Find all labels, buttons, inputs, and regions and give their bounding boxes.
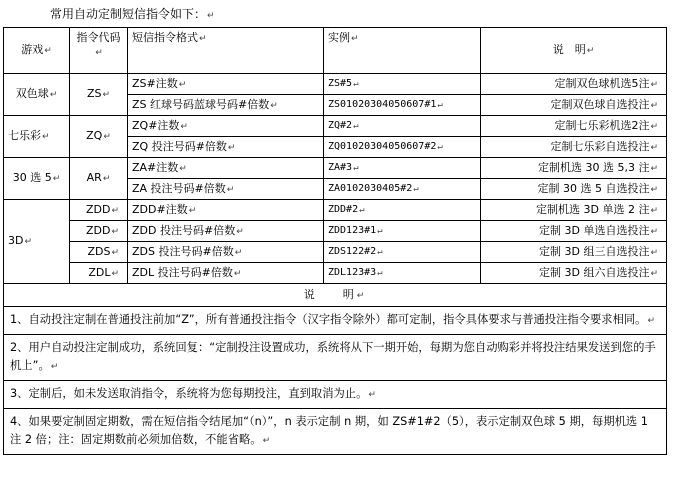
paragraph-mark-icon: ↵ <box>24 237 33 247</box>
intro-text: 常用自动定制短信指令如下：↵ <box>50 7 215 21</box>
header-description: 说 明↵ <box>481 28 667 74</box>
paragraph-mark-icon: ↵ <box>437 100 443 110</box>
paragraph-mark-icon: ↵ <box>353 79 359 89</box>
table-row <box>4 242 667 263</box>
table-row <box>4 263 667 284</box>
paragraph-mark-icon: ↵ <box>650 79 658 90</box>
note-row <box>4 335 667 381</box>
paragraph-mark-icon: ↵ <box>377 247 383 257</box>
code-cell: ZS↵ <box>70 74 128 116</box>
table-row <box>4 200 667 221</box>
paragraph-mark-icon: ↵ <box>103 132 111 142</box>
paragraph-mark-icon: ↵ <box>227 142 236 153</box>
paragraph-mark-icon: ↵ <box>647 316 656 326</box>
format-cell: ZA#注数↵ <box>128 158 324 179</box>
header-code: 指令代码↵ <box>70 28 128 74</box>
description-cell: 定制 30 选 5 自选投注↵ <box>481 179 667 200</box>
example-cell: ZQ01020304050607#2↵ <box>324 137 481 158</box>
paragraph-mark-icon: ↵ <box>377 268 383 278</box>
sms-command-table <box>3 27 667 455</box>
format-cell: ZQ#注数↵ <box>128 116 324 137</box>
table-header-row <box>4 28 667 74</box>
example-cell: ZDL123#3↵ <box>324 263 481 284</box>
paragraph-mark-icon: ↵ <box>650 184 658 195</box>
paragraph-mark-icon: ↵ <box>650 268 658 279</box>
paragraph-mark-icon: ↵ <box>188 205 197 216</box>
example-cell: ZS01020304050607#1↵ <box>324 95 481 116</box>
note-row <box>4 307 667 335</box>
code-cell: ZDS↵ <box>70 242 128 263</box>
paragraph-mark-icon: ↵ <box>234 247 243 258</box>
paragraph-mark-icon: ↵ <box>111 268 119 279</box>
paragraph-mark-icon: ↵ <box>199 34 207 44</box>
example-cell: ZDD#2↵ <box>324 200 481 221</box>
paragraph-mark-icon: ↵ <box>586 46 595 56</box>
paragraph-mark-icon: ↵ <box>111 226 119 237</box>
format-cell: ZDD#注数↵ <box>128 200 324 221</box>
example-cell: ZA#3↵ <box>324 158 481 179</box>
paragraph-mark-icon: ↵ <box>359 205 365 215</box>
paragraph-mark-icon: ↵ <box>111 247 119 258</box>
paragraph-mark-icon: ↵ <box>207 11 215 21</box>
paragraph-mark-icon: ↵ <box>233 268 242 279</box>
description-cell: 定制 3D 组六自选投注↵ <box>481 263 667 284</box>
paragraph-mark-icon: ↵ <box>437 142 443 152</box>
paragraph-mark-icon: ↵ <box>650 163 658 174</box>
paragraph-mark-icon: ↵ <box>356 290 367 301</box>
game-cell: 双色球↵ <box>4 74 70 116</box>
note-item: 1、自动投注定制在普通投注前加“Z”，所有普通投注指令（汉字指令除外）都可定制，指令具体要求与普通投注指令要求相同。↵ <box>4 307 667 335</box>
example-cell: ZS#5↵ <box>324 74 481 95</box>
description-cell: 定制 3D 单选自选投注↵ <box>481 221 667 242</box>
table-row <box>4 116 667 137</box>
paragraph-mark-icon: ↵ <box>368 390 376 400</box>
code-cell: ZDD↵ <box>70 221 128 242</box>
table-row <box>4 158 667 179</box>
paragraph-mark-icon: ↵ <box>650 226 658 237</box>
paragraph-mark-icon: ↵ <box>180 121 188 132</box>
paragraph-mark-icon: ↵ <box>102 90 111 100</box>
format-cell: ZS#注数↵ <box>128 74 324 95</box>
paragraph-mark-icon: ↵ <box>102 174 111 184</box>
note-item: 2、用户自动投注定制成功，系统回复：“定制投注设置成功，系统将从下一期开始，每期为您自动购彩并将投注结果发送到您的手机上”。↵ <box>4 335 667 381</box>
table-row <box>4 74 667 95</box>
code-cell: AR↵ <box>70 158 128 200</box>
game-cell: 七乐彩↵ <box>4 116 70 158</box>
paragraph-mark-icon: ↵ <box>111 205 119 216</box>
note-row <box>4 409 667 455</box>
paragraph-mark-icon: ↵ <box>351 34 359 44</box>
paragraph-mark-icon: ↵ <box>44 46 52 56</box>
notes-title: 说 明↵ <box>4 284 667 307</box>
paragraph-mark-icon: ↵ <box>42 132 50 142</box>
format-cell: ZA 投注号码#倍数↵ <box>128 179 324 200</box>
paragraph-mark-icon: ↵ <box>262 436 271 446</box>
description-cell: 定制七乐彩自选投注↵ <box>481 137 667 158</box>
description-cell: 定制七乐彩机选2注↵ <box>481 116 667 137</box>
format-cell: ZDS 投注号码#倍数↵ <box>128 242 324 263</box>
paragraph-mark-icon: ↵ <box>49 90 58 100</box>
header-game: 游戏↵ <box>4 28 70 74</box>
description-cell: 定制双色球自选投注↵ <box>481 95 667 116</box>
example-cell: ZDS122#2↵ <box>324 242 481 263</box>
format-cell: ZDL 投注号码#倍数↵ <box>128 263 324 284</box>
paragraph-mark-icon: ↵ <box>413 184 419 194</box>
paragraph-mark-icon: ↵ <box>50 362 59 372</box>
paragraph-mark-icon: ↵ <box>650 205 658 216</box>
note-row <box>4 381 667 409</box>
header-format: 短信指令格式↵ <box>128 28 324 74</box>
paragraph-mark-icon: ↵ <box>353 163 359 173</box>
example-cell: ZQ#2↵ <box>324 116 481 137</box>
code-cell: ZDD↵ <box>70 200 128 221</box>
description-cell: 定制双色球机选5注↵ <box>481 74 667 95</box>
note-item: 3、定制后，如未发送取消指令，系统将为您每期投注，直到取消为止。↵ <box>4 381 667 409</box>
paragraph-mark-icon: ↵ <box>178 79 187 90</box>
paragraph-mark-icon: ↵ <box>270 100 278 111</box>
paragraph-mark-icon: ↵ <box>650 121 658 132</box>
example-cell: ZDD123#1↵ <box>324 221 481 242</box>
header-example: 实例↵ <box>324 28 481 74</box>
paragraph-mark-icon: ↵ <box>226 184 235 195</box>
paragraph-mark-icon: ↵ <box>650 247 658 258</box>
paragraph-mark-icon: ↵ <box>377 226 383 236</box>
format-cell: ZDD 投注号码#倍数↵ <box>128 221 324 242</box>
game-cell: 30 选 5↵ <box>4 158 70 200</box>
code-cell: ZQ↵ <box>70 116 128 158</box>
description-cell: 定制机选 30 选 5,3 注↵ <box>481 158 667 179</box>
paragraph-mark-icon: ↵ <box>95 48 103 58</box>
note-item: 4、如果要定制固定期数，需在短信指令结尾加“（n）”，n 表示定制 n 期，如 ZS#1#2（5），表示定制双色球 5 期，每期机选 1 注 2 倍；注：固定期数前必须加倍数，不能省略。↵ <box>4 409 667 455</box>
format-cell: ZS 红球号码蓝球号码#倍数↵ <box>128 95 324 116</box>
format-cell: ZQ 投注号码#倍数↵ <box>128 137 324 158</box>
paragraph-mark-icon: ↵ <box>179 163 187 174</box>
paragraph-mark-icon: ↵ <box>236 226 244 237</box>
description-cell: 定制 3D 组三自选投注↵ <box>481 242 667 263</box>
description-cell: 定制机选 3D 单选 2 注↵ <box>481 200 667 221</box>
paragraph-mark-icon: ↵ <box>353 121 359 131</box>
game-cell: 3D↵ <box>4 200 70 284</box>
notes-header-row <box>4 284 667 307</box>
paragraph-mark-icon: ↵ <box>52 174 61 184</box>
example-cell: ZA0102030405#2↵ <box>324 179 481 200</box>
table-row <box>4 221 667 242</box>
paragraph-mark-icon: ↵ <box>650 142 658 153</box>
code-cell: ZDL↵ <box>70 263 128 284</box>
paragraph-mark-icon: ↵ <box>650 100 658 111</box>
